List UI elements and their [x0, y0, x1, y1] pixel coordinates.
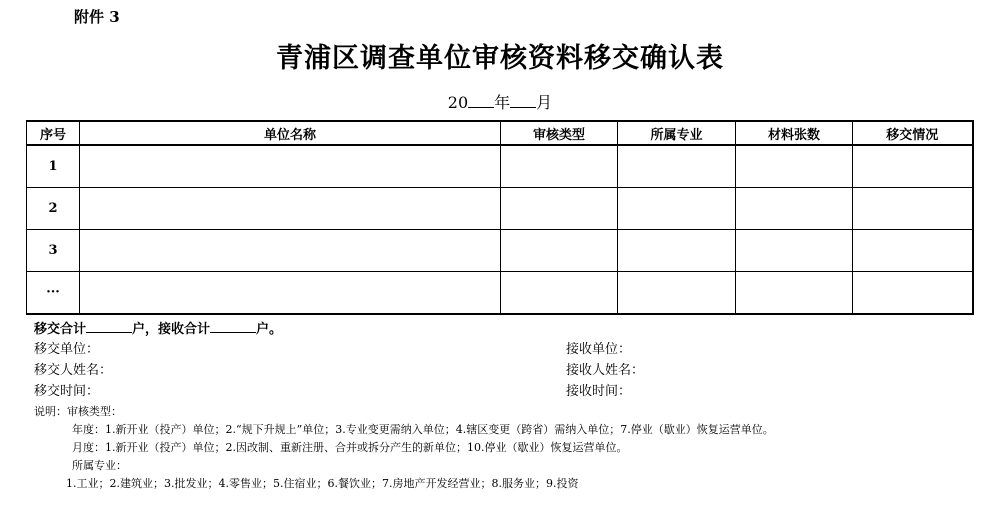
notes-monthly: 月度：1.新开业（投产）单位；2.因改制、重新注册、合并或拆分产生的新单位；10.停业（歇业）恢复运营单位。: [72, 441, 628, 454]
cell-transfer-status[interactable]: [853, 145, 973, 188]
cell-specialty[interactable]: [618, 272, 736, 315]
row-number: ···: [27, 272, 80, 315]
transfer-unit-label: 移交单位：: [34, 342, 100, 357]
receive-total-blank[interactable]: [210, 317, 256, 333]
cell-page-count[interactable]: [736, 188, 853, 230]
cell-transfer-status[interactable]: [853, 272, 973, 315]
cell-unit-name[interactable]: [80, 230, 501, 272]
household-unit: 户。: [256, 322, 283, 337]
form-title: 青浦区调查单位审核资料移交确认表: [276, 43, 724, 74]
col-header-specialty: 所属专业: [618, 121, 736, 145]
transfer-total-label: 移交合计: [34, 322, 87, 337]
transfer-total-blank[interactable]: [86, 317, 132, 333]
col-header-page-count: 材料张数: [736, 121, 853, 145]
notes-heading: 说明：审核类型：: [34, 405, 122, 418]
table-row: [27, 272, 973, 315]
receive-unit-label: 接收单位：: [566, 342, 632, 357]
month-blank: [510, 92, 536, 108]
total-summary: [34, 317, 282, 337]
col-header-no: 序号: [27, 121, 80, 145]
date-year-label: 年: [494, 93, 511, 112]
notes-specialty-heading: 所属专业：: [72, 459, 127, 472]
cell-review-type[interactable]: [501, 230, 618, 272]
transfer-table: [26, 120, 974, 315]
cell-page-count[interactable]: [736, 145, 853, 188]
cell-specialty[interactable]: [618, 145, 736, 188]
receive-time-label: 接收时间：: [566, 384, 632, 399]
row-number: 3: [27, 230, 80, 272]
col-header-transfer-status: 移交情况: [853, 121, 973, 145]
attachment-label: 附件 3: [74, 8, 120, 26]
cell-review-type[interactable]: [501, 188, 618, 230]
col-header-unit-name: 单位名称: [80, 121, 501, 145]
cell-page-count[interactable]: [736, 230, 853, 272]
cell-page-count[interactable]: [736, 272, 853, 315]
col-header-review-type: 审核类型: [501, 121, 618, 145]
form-date: [0, 90, 1000, 113]
notes-specialties: 1.工业；2.建筑业；3.批发业；4.零售业；5.住宿业；6.餐饮业；7.房地产开发经营业；8.服务业；9.投资: [66, 477, 579, 490]
cell-specialty[interactable]: [618, 230, 736, 272]
cell-review-type[interactable]: [501, 145, 618, 188]
cell-transfer-status[interactable]: [853, 188, 973, 230]
table-header-row: [27, 121, 973, 145]
cell-review-type[interactable]: [501, 272, 618, 315]
year-blank: [468, 92, 494, 108]
receive-person-label: 接收人姓名：: [566, 363, 645, 378]
table-row: [27, 145, 973, 188]
table-row: [27, 230, 973, 272]
row-number: 2: [27, 188, 80, 230]
cell-transfer-status[interactable]: [853, 230, 973, 272]
cell-specialty[interactable]: [618, 188, 736, 230]
cell-unit-name[interactable]: [80, 272, 501, 315]
date-month-label: 月: [536, 93, 553, 112]
row-number: 1: [27, 145, 80, 188]
cell-unit-name[interactable]: [80, 188, 501, 230]
transfer-person-label: 移交人姓名：: [34, 363, 113, 378]
table-row: [27, 188, 973, 230]
household-unit: 户，: [132, 322, 159, 337]
date-prefix: 20: [447, 93, 469, 112]
receive-total-label: 接收合计: [158, 322, 211, 337]
transfer-time-label: 移交时间：: [34, 384, 100, 399]
notes-annual: 年度：1.新开业（投产）单位；2.“规下升规上”单位；3.专业变更需纳入单位；4.辖区变更（跨省）需纳入单位；7.停业（歇业）恢复运营单位。: [72, 423, 774, 436]
cell-unit-name[interactable]: [80, 145, 501, 188]
